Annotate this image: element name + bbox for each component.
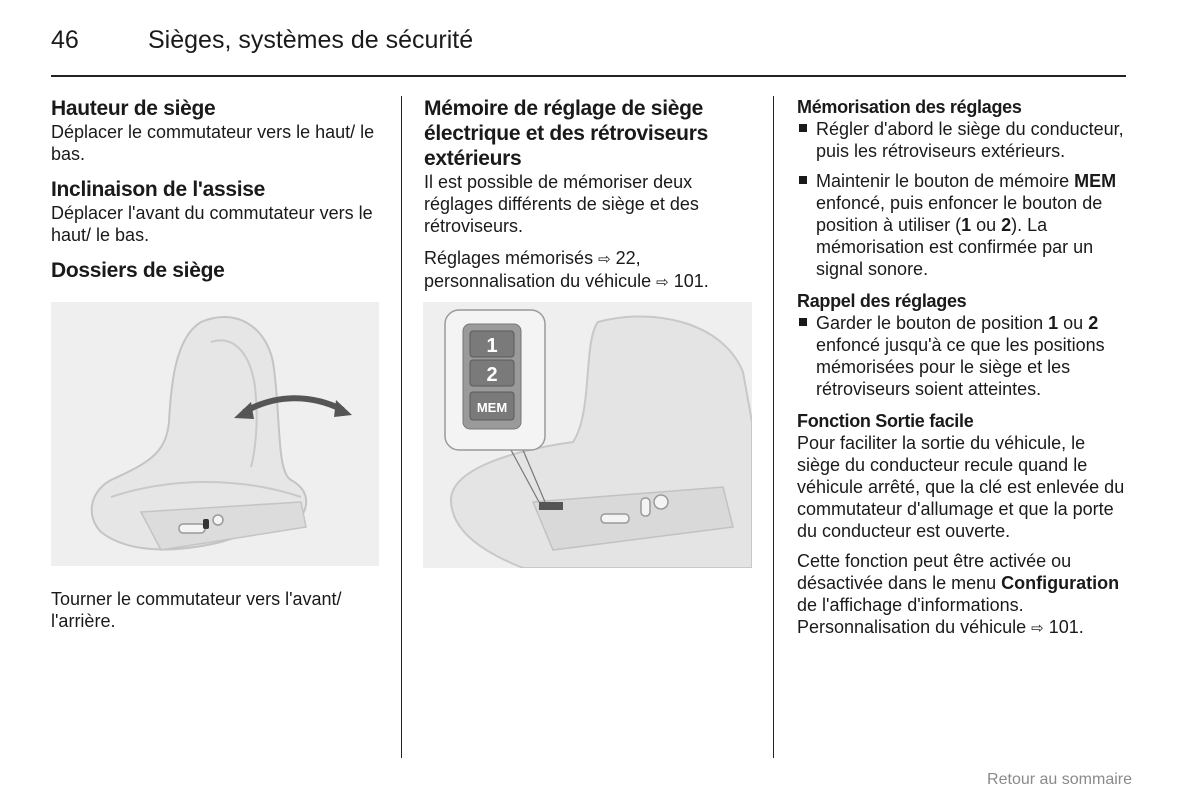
page-title: Sièges, systèmes de sécurité: [148, 26, 474, 54]
recall-step-or: ou: [1058, 313, 1089, 333]
recall-steps-list: [797, 312, 1132, 400]
memory-button-2: [470, 360, 514, 386]
position-2-label: 2: [1088, 313, 1099, 333]
column-divider-2: [773, 96, 774, 758]
seat-backrest-illustration: [51, 302, 379, 566]
text-activation-a: Cette fonction peut être activée ou désactivée dans le menu: [797, 551, 1072, 593]
text-memory-ref-c: 101.: [668, 271, 709, 291]
store-step-2-or: ou: [971, 215, 1002, 235]
text-memory-ref-b: 22, personnalisation du véhicule: [424, 248, 657, 291]
recall-step-b: enfoncé jusqu'à ce que les positions mémorisées pour le siège et les rétroviseurs soient atteintes.: [816, 335, 1105, 399]
recall-step-a: Garder le bouton de position: [816, 313, 1049, 333]
position-2-label: 2: [1001, 215, 1012, 235]
store-step-1: Régler d'abord le siège du conducteur, puis les rétroviseurs extérieurs.: [816, 119, 1124, 161]
memory-button-2-label: 2: [486, 364, 498, 386]
mem-label: MEM: [1074, 171, 1117, 191]
text-seat-tilt: Déplacer l'avant du commutateur vers le haut/ le bas.: [51, 203, 373, 245]
store-step-2b: enfoncé, puis enfoncer le bouton de position à utiliser (: [816, 193, 1103, 235]
column-divider-1: [401, 96, 402, 758]
text-seat-height: Déplacer le commutateur vers le haut/ le bas.: [51, 122, 375, 164]
page-ref-icon: ⇨: [1031, 619, 1044, 637]
list-item: [797, 170, 1132, 280]
text-memory-intro: Il est possible de mémoriser deux réglages différents de siège et des rétroviseurs.: [424, 172, 699, 236]
heading-store-settings: Mémorisation des réglages: [797, 97, 1022, 117]
page-ref-icon: ⇨: [656, 273, 669, 291]
text-activation-c: 101.: [1043, 617, 1084, 637]
heading-seat-tilt: Inclinaison de l'assise: [51, 178, 266, 201]
header-rule: [51, 75, 1126, 77]
text-memory-ref-a: Réglages mémorisés: [424, 248, 599, 268]
column-2: [424, 96, 754, 293]
page-header: [51, 26, 1126, 76]
text-activation-b: de l'affichage d'informations. Personnalisation du véhicule: [797, 595, 1032, 637]
column-1: [51, 96, 381, 283]
text-easy-exit: Pour faciliter la sortie du véhicule, le siège du conducteur recule quand le véhicule arrêté, que la clé est enlevée du commutateur d'allumage et que la porte du conducteur est ouverte.: [797, 433, 1125, 541]
heading-seat-backrest: Dossiers de siège: [51, 259, 225, 282]
text-memory-ref: [424, 247, 754, 293]
configuration-label: Configuration: [1001, 573, 1120, 593]
bullet-icon: [799, 176, 807, 184]
position-1-label: 1: [1048, 313, 1059, 333]
memory-button-mem-label: MEM: [476, 400, 508, 415]
bullet-icon: [799, 124, 807, 132]
memory-buttons-illustration: [423, 302, 752, 568]
heading-easy-exit: Fonction Sortie facile: [797, 411, 974, 431]
page-number: 46: [51, 26, 79, 54]
text-activation: [797, 550, 1132, 639]
store-steps-list: [797, 118, 1132, 280]
page-ref-icon: ⇨: [598, 250, 611, 268]
position-1-label: 1: [961, 215, 972, 235]
list-item: [797, 312, 1132, 400]
list-item: [797, 118, 1132, 162]
memory-button-1: [470, 331, 514, 357]
memory-button-1-label: 1: [486, 335, 498, 357]
heading-seat-height: Hauteur de siège: [51, 97, 216, 120]
heading-recall-settings: Rappel des réglages: [797, 291, 967, 311]
store-step-2a: Maintenir le bouton de mémoire: [816, 171, 1075, 191]
back-to-contents-link[interactable]: Retour au sommaire: [987, 771, 1132, 788]
store-step-2c: ). La mémorisation est confirmée par un signal sonore.: [816, 215, 1094, 279]
memory-button-mem: [470, 392, 514, 420]
bullet-icon: [799, 318, 807, 326]
heading-memory-settings: Mémoire de réglage de siège électrique et des rétroviseurs extérieurs: [424, 97, 708, 170]
text-seat-backrest: Tourner le commutateur vers l'avant/ l'arrière.: [51, 589, 342, 631]
column-1-bottom: [51, 588, 381, 632]
column-3: [797, 96, 1132, 639]
